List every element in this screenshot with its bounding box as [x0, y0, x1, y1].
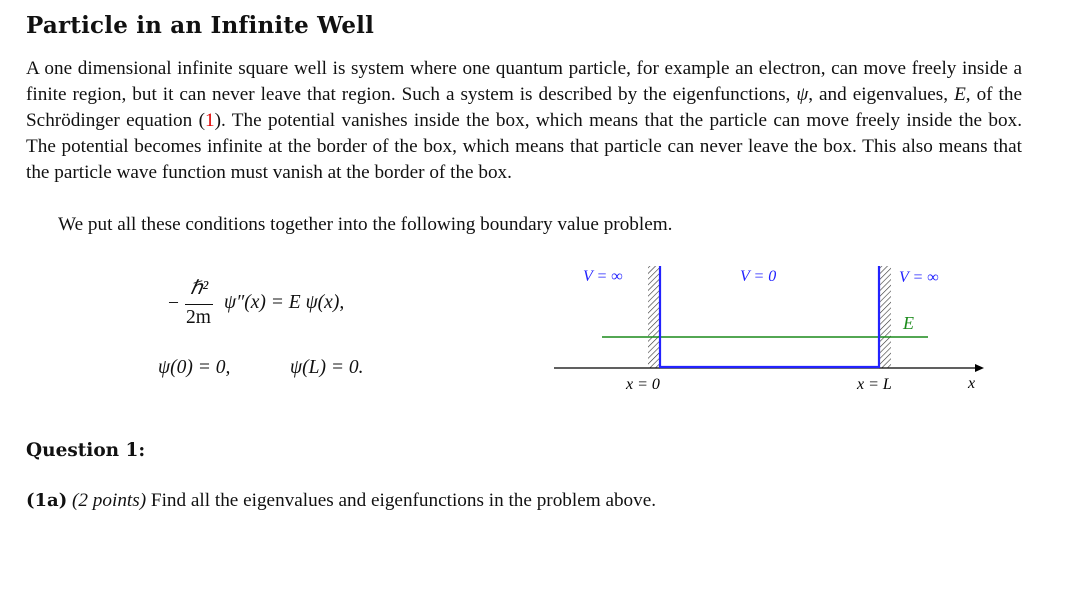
x-axis-arrow [975, 364, 984, 372]
right-wall-hatch [879, 266, 891, 368]
equation-fraction [160, 276, 226, 332]
fraction-bar [185, 304, 213, 305]
minus-sign: − [168, 293, 179, 314]
label-v-zero: V = 0 [740, 268, 777, 285]
label-v-infinity-right: V = ∞ [899, 269, 939, 286]
label-x-zero: x = 0 [626, 376, 660, 393]
potential-well-diagram [550, 258, 990, 398]
bc-left-text: ψ(0) = 0, [158, 357, 231, 378]
intro-text-3: , of the Schrödinger equation ( [26, 84, 1022, 131]
label-x-axis: x [968, 375, 976, 392]
equation-lhs [224, 292, 344, 314]
question-1a-points: (2 points) [72, 490, 147, 511]
boundary-condition-right [290, 357, 363, 379]
intro-text-4: ). The potential vanishes inside the box, which means that the particle can move freely inside the box. The potential becomes infinite at the border of the box, which means that particle can never leave the box. This also means that the particle wave function must vanish at the border of the box. [26, 110, 1022, 183]
left-wall-hatch [648, 266, 660, 368]
page-title: Particle in an Infinite Well [26, 12, 375, 39]
fraction-denominator: 2m [186, 307, 211, 328]
bc-right-text: ψ(L) = 0. [290, 357, 364, 378]
fraction-numerator: ℏ² [190, 278, 209, 299]
intro-text-1: A one dimensional infinite square well is system where one quantum particle, for example an electron, can move freely inside a finite region, but it can never leave that region. Such a system is described by the eigenfunctions, [26, 58, 1022, 105]
second-paragraph: We put all these conditions together into the following boundary value problem. [58, 214, 673, 235]
question-1a-text: Find all the eigenvalues and eigenfunctions in the problem above. [150, 490, 657, 511]
question-heading: Question 1: [26, 440, 146, 461]
intro-text-2: , and eigenvalues, [808, 84, 955, 105]
psi-symbol: ψ [796, 84, 809, 105]
energy-symbol: E [954, 84, 966, 105]
question-1a [26, 490, 656, 512]
label-energy: E [903, 313, 914, 333]
label-v-infinity-left: V = ∞ [583, 268, 623, 285]
equation-ref-link[interactable]: 1 [204, 110, 215, 131]
intro-paragraph [26, 56, 1022, 186]
boundary-condition-left [158, 357, 230, 379]
schrodinger-equation: ψ″(x) = E ψ(x), [224, 292, 345, 313]
question-1a-label: (1a) [26, 490, 68, 511]
label-x-L: x = L [857, 376, 892, 393]
